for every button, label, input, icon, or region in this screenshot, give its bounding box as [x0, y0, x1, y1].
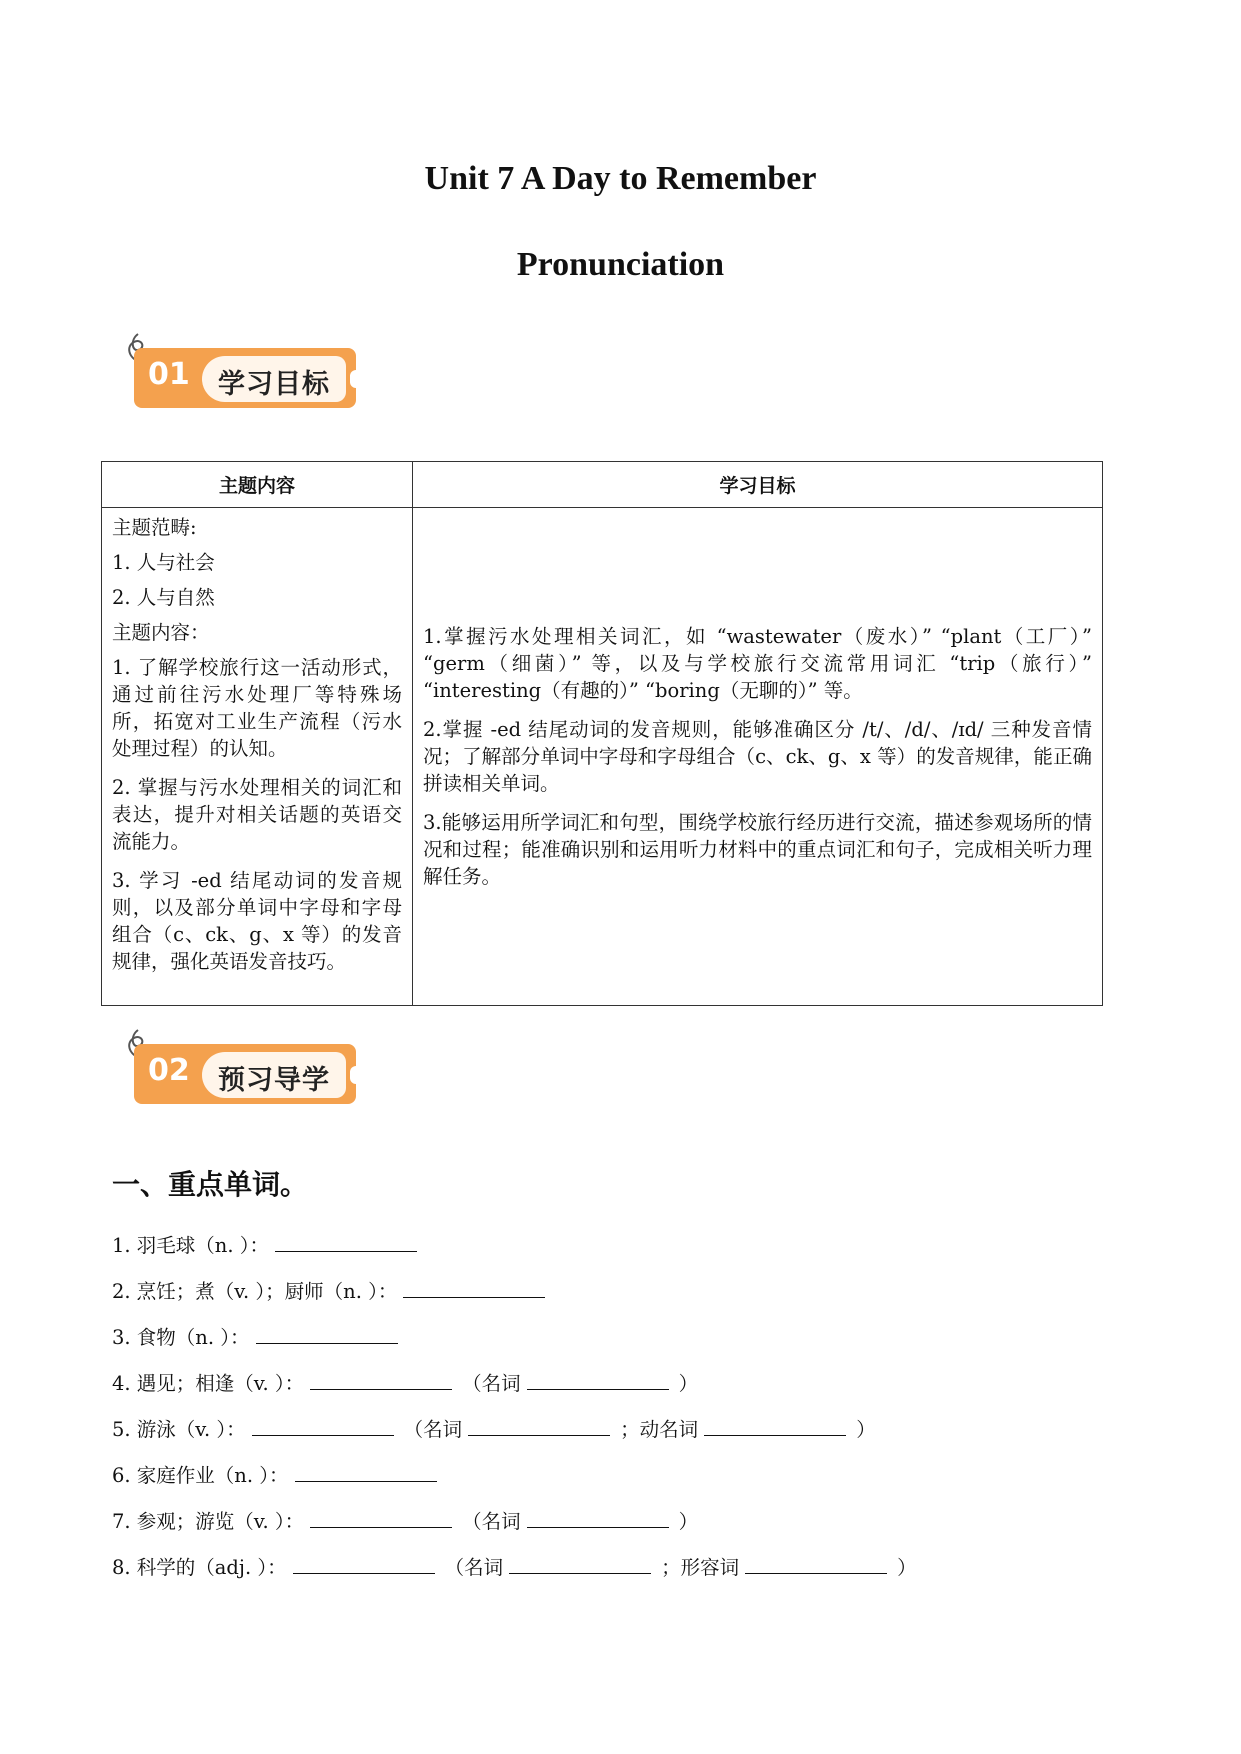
vocab-item [112, 1550, 917, 1596]
learning-goals-table [101, 461, 1103, 1006]
vocab-close-paren: ） [856, 1418, 876, 1441]
goal-item: 3.能够运用所学词汇和句型，围绕学校旅行经历进行交流，描述参观场所的情况和过程；能准确识别和运用听力材料中的重点词汇和句子，完成相关听力理解任务。 [423, 811, 1092, 888]
vocab-list [112, 1228, 917, 1596]
topic-content-cell [102, 508, 413, 1006]
section-badge-preview [124, 1024, 364, 1104]
topic-line: 主题内容： [112, 621, 210, 644]
learning-goals-cell [413, 508, 1103, 1006]
answer-blank[interactable] [256, 1321, 398, 1344]
answer-blank[interactable] [293, 1551, 435, 1574]
answer-blank[interactable] [275, 1229, 417, 1252]
page-title: Unit 7 A Day to Remember [424, 160, 817, 197]
vocab-form-label: （名词 [403, 1418, 463, 1441]
vocab-prompt: 6. 家庭作业（n. ）： [112, 1464, 289, 1487]
vocab-item [112, 1458, 917, 1504]
vocab-prompt: 7. 参观；游览（v. ）： [112, 1510, 305, 1533]
answer-blank[interactable] [704, 1413, 846, 1436]
vocab-item [112, 1228, 917, 1274]
vocab-prompt: 4. 遇见；相逢（v. ）： [112, 1372, 305, 1395]
answer-blank[interactable] [745, 1551, 887, 1574]
badge-label: 预习导学 [218, 1065, 330, 1096]
answer-blank[interactable] [403, 1275, 545, 1298]
answer-blank[interactable] [295, 1459, 437, 1482]
answer-blank[interactable] [310, 1367, 452, 1390]
goal-item: 1.掌握污水处理相关词汇，如 “wastewater（废水）” “plant（工厂）” “germ（细菌）” 等，以及与学校旅行交流常用词汇 “trip（旅行）” “interesting（有趣的）” “boring（无聊的）” 等。 [423, 625, 1092, 702]
badge-number: 02 [148, 1053, 190, 1088]
vocab-form-label: （名词 [462, 1372, 521, 1395]
header-topic-content: 主题内容 [102, 462, 413, 508]
answer-blank[interactable] [252, 1413, 394, 1436]
topic-line: 2. 掌握与污水处理相关的词汇和表达，提升对相关话题的英语交流能力。 [112, 776, 402, 853]
vocab-form-label: （名词 [462, 1510, 521, 1533]
vocab-item [112, 1366, 917, 1412]
answer-blank[interactable] [310, 1505, 452, 1528]
vocab-prompt: 2. 烹饪；煮（v. ）；厨师（n. ）： [112, 1280, 398, 1303]
answer-blank[interactable] [509, 1551, 651, 1574]
vocab-item [112, 1504, 917, 1550]
answer-blank[interactable] [527, 1367, 669, 1390]
vocab-prompt: 3. 食物（n. ）： [112, 1326, 250, 1349]
topic-line: 主题范畴: [112, 516, 197, 539]
topic-line: 1. 了解学校旅行这一活动形式，通过前往污水处理厂等特殊场所，拓宽对工业生产流程（污水处理过程）的认知。 [112, 656, 402, 760]
vocab-prompt: 8. 科学的（adj. ）： [112, 1556, 287, 1579]
section-heading-key-words: 一、重点单词。 [112, 1168, 309, 1201]
topic-line: 1. 人与社会 [112, 551, 215, 574]
topic-line: 2. 人与自然 [112, 586, 215, 609]
vocab-close-paren: ） [678, 1510, 699, 1533]
vocab-item [112, 1412, 917, 1458]
section-badge-goals [124, 328, 364, 408]
answer-blank[interactable] [527, 1505, 669, 1528]
vocab-form-label: ；形容词 [661, 1556, 740, 1579]
vocab-item [112, 1274, 917, 1320]
answer-blank[interactable] [468, 1413, 610, 1436]
topic-line: 3. 学习 -ed 结尾动词的发音规则，以及部分单词中字母和字母组合（c、ck、g、x 等）的发音规律，强化英语发音技巧。 [112, 869, 402, 973]
vocab-prompt: 5. 游泳（v. ）： [112, 1418, 246, 1441]
vocab-form-label: （名词 [444, 1556, 504, 1579]
page-subtitle: Pronunciation [516, 246, 725, 283]
vocab-prompt: 1. 羽毛球（n. ）： [112, 1234, 270, 1257]
vocab-item [112, 1320, 917, 1366]
badge-number: 01 [148, 357, 190, 392]
vocab-close-paren: ） [678, 1372, 699, 1395]
vocab-form-label: ；动名词 [620, 1418, 699, 1441]
vocab-close-paren: ） [897, 1556, 917, 1579]
header-learning-goals: 学习目标 [413, 462, 1103, 508]
badge-label: 学习目标 [218, 369, 330, 400]
goal-item: 2.掌握 -ed 结尾动词的发音规则，能够准确区分 /t/、/d/、/ɪd/ 三种发音情况；了解部分单词中字母和字母组合（c、ck、g、x 等）的发音规律，能正确拼读相关单词。 [423, 718, 1092, 795]
